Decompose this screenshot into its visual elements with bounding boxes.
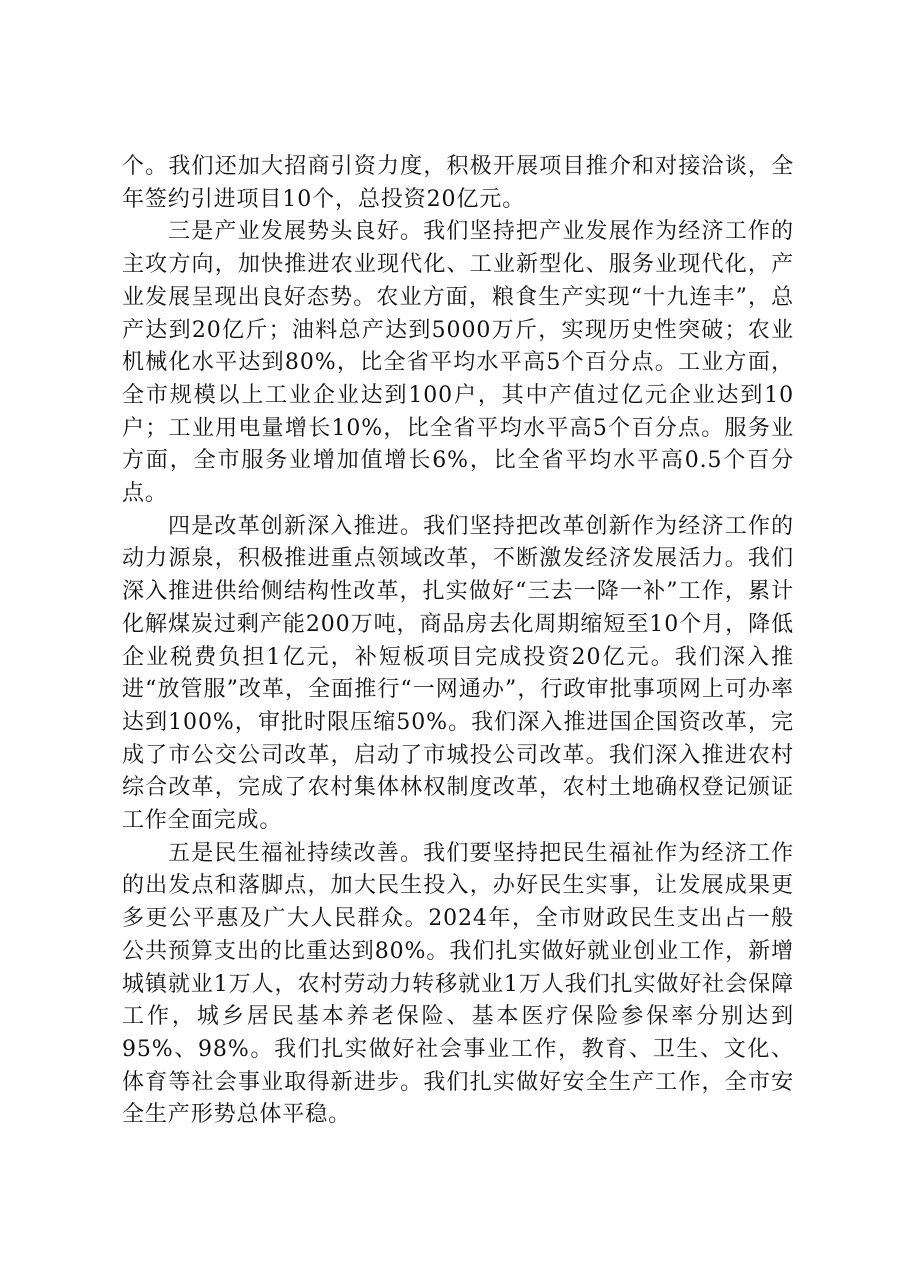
paragraph-industry-development: 三是产业发展势头良好。我们坚持把产业发展作为经济工作的主攻方向，加快推进农业现代化、工业新型化、服务业现代化，产业发展呈现出良好态势。农业方面，粮食生产实现“十九连丰”，总产达到20亿斤；油料总产达到5000万斤，实现历史性突破；农业机械化水平达到80%，比全省平均水平高5个百分点。工业方面，全市规模以上工业企业达到100户，其中产值过亿元企业达到10户；工业用电量增长10%，比全省平均水平高5个百分点。服务业方面，全市服务业增加值增长6%，比全省平均水平高0.5个百分点。 [122,219,794,507]
paragraph-continuation: 个。我们还加大招商引资力度，积极开展项目推介和对接洽谈，全年签约引进项目10个，总投资20亿元。 [122,154,794,212]
paragraph-reform-innovation: 四是改革创新深入推进。我们坚持把改革创新作为经济工作的动力源泉，积极推进重点领域改革，不断激发经济发展活力。我们深入推进供给侧结构性改革，扎实做好“三去一降一补”工作，累计化解煤炭过剩产能200万吨，商品房去化周期缩短至10个月，降低企业税费负担1亿元，补短板项目完成投资20亿元。我们深入推进“放管服”改革，全面推行“一网通办”，行政审批事项网上可办率达到100%，审批时限压缩50%。我们深入推进国企国资改革，完成了市公交公司改革，启动了市城投公司改革。我们深入推进农村综合改革，完成了农村集体林权制度改革，农村土地确权登记颁证工作全面完成。 [122,513,794,834]
paragraph-livelihood-welfare: 五是民生福祉持续改善。我们要坚持把民生福祉作为经济工作的出发点和落脚点，加大民生投入，办好民生实事，让发展成果更多更公平惠及广大人民群众。2024年，全市财政民生支出占一般公共预算支出的比重达到80%。我们扎实做好就业创业工作，新增城镇就业1万人，农村劳动力转移就业1万人我们扎实做好社会保障工作，城乡居民基本养老保险、基本医疗保险参保率分别达到95%、98%。我们扎实做好社会事业工作，教育、卫生、文化、体育等社会事业取得新进步。我们扎实做好安全生产工作，全市安全生产形势总体平稳。 [122,840,794,1128]
document-body [122,151,794,1132]
